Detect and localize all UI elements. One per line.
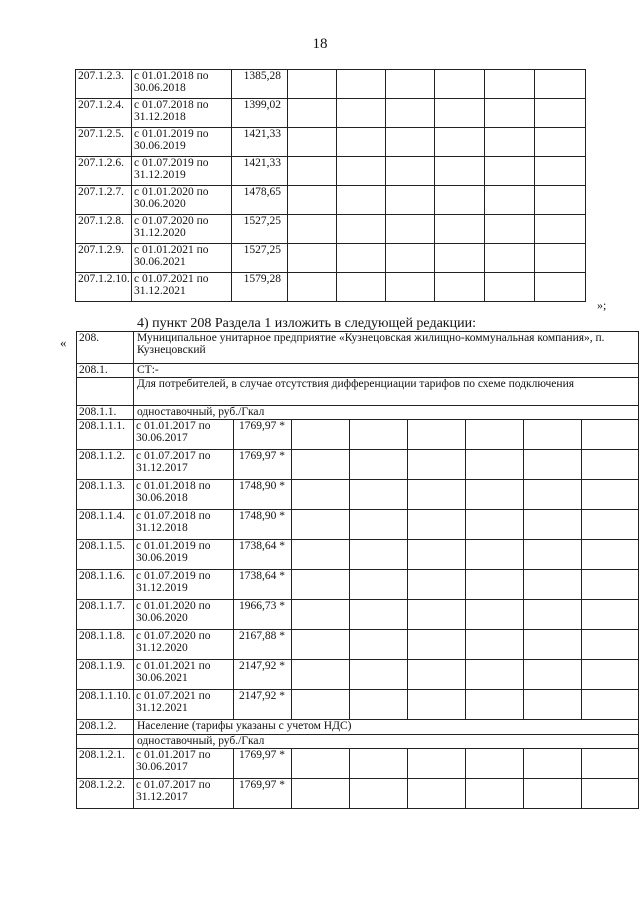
empty-cell <box>524 779 582 809</box>
tariff-value: 1385,28 <box>232 70 288 99</box>
empty-cell <box>386 186 435 215</box>
empty-cell <box>466 420 524 450</box>
empty-cell <box>435 128 485 157</box>
row-code: 208.1.1.3. <box>77 480 134 510</box>
period-end: 31.12.2020 <box>134 227 186 239</box>
empty-cell <box>386 244 435 273</box>
period-cell <box>134 420 234 450</box>
population-label: Население (тарифы указаны с учетом НДС) <box>134 720 639 735</box>
table-row <box>77 480 639 510</box>
empty-cell <box>292 630 350 660</box>
period-end: 30.06.2017 <box>136 761 188 773</box>
period-cell <box>134 779 234 809</box>
empty-cell <box>386 157 435 186</box>
row-code: 208.1.2.2. <box>77 779 134 809</box>
population-row <box>77 720 639 735</box>
period-start: с 01.07.2021 по <box>136 690 211 702</box>
empty-cell <box>535 157 586 186</box>
empty-cell <box>535 128 586 157</box>
period-cell <box>132 128 232 157</box>
empty-cell <box>292 600 350 630</box>
period-end: 30.06.2021 <box>136 672 188 684</box>
period-start: с 01.07.2019 по <box>136 570 211 582</box>
period-end: 30.06.2021 <box>134 256 186 268</box>
empty-cell <box>582 660 639 690</box>
empty-cell <box>337 157 386 186</box>
empty-cell <box>466 510 524 540</box>
period-end: 31.12.2020 <box>136 642 188 654</box>
period-end: 31.12.2021 <box>136 702 188 714</box>
row-code: 208.1.1.5. <box>77 540 134 570</box>
row-code: 207.1.2.6. <box>76 157 132 186</box>
empty-cell <box>350 749 408 779</box>
empty-cell <box>350 630 408 660</box>
tariff-value: 1478,65 <box>232 186 288 215</box>
period-start: с 01.07.2019 по <box>134 157 209 169</box>
row-code: 208. <box>77 332 134 364</box>
empty-cell <box>582 480 639 510</box>
row-code: 208.1.1. <box>77 406 134 420</box>
empty-cell <box>288 273 337 302</box>
st-row <box>77 364 639 378</box>
empty-cell <box>408 779 466 809</box>
tariff-table-208 <box>76 331 639 809</box>
table-row <box>77 690 639 720</box>
period-start: с 01.01.2020 по <box>134 186 209 198</box>
table-row <box>77 630 639 660</box>
period-end: 31.12.2021 <box>134 285 186 297</box>
empty-cell <box>350 480 408 510</box>
period-start: с 01.07.2017 по <box>136 779 211 791</box>
tariff-value: 2167,88 * <box>234 630 292 660</box>
empty-cell <box>582 779 639 809</box>
empty-cell <box>524 630 582 660</box>
period-end: 30.06.2019 <box>136 552 188 564</box>
empty-cell <box>435 186 485 215</box>
empty-cell <box>466 600 524 630</box>
empty-cell <box>337 70 386 99</box>
period-cell <box>132 99 232 128</box>
period-start: с 01.01.2018 по <box>136 480 211 492</box>
row-code: 207.1.2.5. <box>76 128 132 157</box>
tariff-value: 1769,97 * <box>234 749 292 779</box>
tariff-value: 1421,33 <box>232 128 288 157</box>
period-start: с 01.01.2020 по <box>136 600 211 612</box>
period-start: с 01.01.2019 по <box>134 128 209 140</box>
period-end: 30.06.2018 <box>136 492 188 504</box>
empty-cell <box>435 157 485 186</box>
empty-cell <box>408 510 466 540</box>
empty-cell <box>535 215 586 244</box>
empty-cell <box>524 510 582 540</box>
empty-cell <box>337 244 386 273</box>
row-code: 207.1.2.7. <box>76 186 132 215</box>
empty-cell <box>386 128 435 157</box>
table-row <box>77 450 639 480</box>
empty-cell <box>386 70 435 99</box>
period-cell <box>134 450 234 480</box>
tariff-value: 1527,25 <box>232 215 288 244</box>
empty-cell <box>288 157 337 186</box>
period-cell <box>132 273 232 302</box>
empty-cell <box>337 215 386 244</box>
empty-cell <box>535 186 586 215</box>
table-row <box>77 600 639 630</box>
row-code: 208.1.1.2. <box>77 450 134 480</box>
tariff-value: 1966,73 * <box>234 600 292 630</box>
table-row <box>76 157 586 186</box>
period-start: с 01.07.2017 по <box>136 450 211 462</box>
period-start: с 01.01.2017 по <box>136 749 211 761</box>
row-code: 208.1.1.8. <box>77 630 134 660</box>
period-cell <box>132 186 232 215</box>
period-end: 30.06.2017 <box>136 432 188 444</box>
period-start: с 01.07.2018 по <box>136 510 211 522</box>
period-start: с 01.07.2018 по <box>134 99 209 111</box>
tariff-value: 1579,28 <box>232 273 288 302</box>
empty-cell <box>350 570 408 600</box>
period-start: с 01.07.2021 по <box>134 273 209 285</box>
period-start: с 01.01.2021 по <box>136 660 211 672</box>
row-code: 207.1.2.10. <box>76 273 132 302</box>
row-code: 208.1.2. <box>77 720 134 735</box>
empty-cell <box>485 128 535 157</box>
empty-cell <box>435 99 485 128</box>
period-start: с 01.07.2020 по <box>136 630 211 642</box>
empty-cell <box>288 215 337 244</box>
period-end: 30.06.2020 <box>136 612 188 624</box>
empty-cell <box>408 749 466 779</box>
empty-cell <box>582 630 639 660</box>
empty-cell <box>435 244 485 273</box>
empty-cell <box>292 510 350 540</box>
empty-cell <box>582 600 639 630</box>
empty-cell <box>582 690 639 720</box>
period-cell <box>134 690 234 720</box>
empty-cell <box>292 480 350 510</box>
empty-cell <box>408 420 466 450</box>
row-code: 207.1.2.9. <box>76 244 132 273</box>
empty-cell <box>485 244 535 273</box>
empty-cell <box>582 450 639 480</box>
row-code: 208.1.1.10. <box>77 690 134 720</box>
empty-cell <box>485 157 535 186</box>
period-cell <box>134 630 234 660</box>
row-code: 208.1.1.7. <box>77 600 134 630</box>
tariff-table-207 <box>75 69 586 302</box>
empty-cell <box>466 450 524 480</box>
empty-cell <box>524 570 582 600</box>
empty-cell <box>288 186 337 215</box>
empty-cell <box>386 215 435 244</box>
period-cell <box>134 660 234 690</box>
empty-cell <box>386 99 435 128</box>
tariff-value: 1738,64 * <box>234 540 292 570</box>
empty-cell <box>582 749 639 779</box>
table-row <box>76 273 586 302</box>
empty-cell <box>408 690 466 720</box>
empty-cell <box>466 749 524 779</box>
period-end: 30.06.2018 <box>134 82 186 94</box>
onepart-row-2 <box>77 735 639 749</box>
empty-cell <box>288 99 337 128</box>
closing-quote-semicolon: »; <box>597 298 607 312</box>
table-row <box>76 70 586 99</box>
onepart-label: одноставочный, руб./Гкал <box>134 406 639 420</box>
row-code: 207.1.2.8. <box>76 215 132 244</box>
empty-cell <box>582 570 639 600</box>
org-row <box>77 332 639 364</box>
table-row <box>77 420 639 450</box>
empty-cell <box>435 215 485 244</box>
empty-cell <box>485 70 535 99</box>
empty-cell <box>408 630 466 660</box>
period-cell <box>134 749 234 779</box>
empty-cell <box>535 99 586 128</box>
empty-cell <box>350 600 408 630</box>
table-row <box>77 510 639 540</box>
st-label: СТ:- <box>134 364 639 378</box>
empty-cell <box>466 690 524 720</box>
empty-cell <box>466 779 524 809</box>
empty-cell <box>524 420 582 450</box>
empty-cell <box>292 420 350 450</box>
table-row <box>76 128 586 157</box>
table-row <box>76 215 586 244</box>
empty-cell <box>292 690 350 720</box>
period-start: с 01.01.2018 по <box>134 70 209 82</box>
onepart-row <box>77 406 639 420</box>
empty-cell <box>337 128 386 157</box>
empty-cell <box>292 660 350 690</box>
period-end: 31.12.2017 <box>136 462 188 474</box>
empty-cell <box>466 660 524 690</box>
tariff-value: 1769,97 * <box>234 420 292 450</box>
empty-cell <box>435 70 485 99</box>
period-cell <box>132 157 232 186</box>
row-code: 207.1.2.3. <box>76 70 132 99</box>
tariff-value: 2147,92 * <box>234 690 292 720</box>
period-end: 31.12.2017 <box>136 791 188 803</box>
onepart-label-2: одноставочный, руб./Гкал <box>134 735 639 749</box>
empty-cell <box>408 540 466 570</box>
period-end: 30.06.2019 <box>134 140 186 152</box>
tariff-value: 2147,92 * <box>234 660 292 690</box>
empty-cell <box>524 480 582 510</box>
table-row <box>77 660 639 690</box>
empty-cell <box>466 540 524 570</box>
empty-cell <box>350 660 408 690</box>
page-number: 18 <box>312 36 328 52</box>
empty-cell <box>292 749 350 779</box>
empty-cell <box>524 540 582 570</box>
empty-cell <box>292 540 350 570</box>
empty-cell <box>524 600 582 630</box>
tariff-value: 1399,02 <box>232 99 288 128</box>
empty-cell <box>524 660 582 690</box>
consumers-row <box>77 378 639 406</box>
table-row <box>77 749 639 779</box>
empty-cell <box>535 244 586 273</box>
empty-cell <box>524 749 582 779</box>
table-row <box>77 570 639 600</box>
empty-cell <box>466 570 524 600</box>
empty-cell <box>485 215 535 244</box>
row-code: 208.1.1.9. <box>77 660 134 690</box>
empty-cell <box>337 186 386 215</box>
empty-cell <box>582 540 639 570</box>
period-cell <box>134 480 234 510</box>
row-code: 208.1.1.6. <box>77 570 134 600</box>
empty-cell <box>350 450 408 480</box>
empty-cell <box>288 70 337 99</box>
empty-cell <box>485 99 535 128</box>
period-cell <box>134 540 234 570</box>
period-end: 30.06.2020 <box>134 198 186 210</box>
empty-cell <box>582 420 639 450</box>
empty-cell <box>350 420 408 450</box>
empty-cell <box>485 186 535 215</box>
tariff-value: 1748,90 * <box>234 510 292 540</box>
empty-cell <box>288 128 337 157</box>
row-code: 208.1.2.1. <box>77 749 134 779</box>
opening-quote: « <box>60 335 67 350</box>
empty-cell <box>408 570 466 600</box>
empty-cell <box>435 273 485 302</box>
empty-cell <box>408 480 466 510</box>
tariff-value: 1769,97 * <box>234 450 292 480</box>
empty-cell <box>582 510 639 540</box>
period-end: 31.12.2018 <box>136 522 188 534</box>
empty-cell <box>466 630 524 660</box>
period-start: с 01.01.2017 по <box>136 420 211 432</box>
table-row <box>77 779 639 809</box>
period-cell <box>134 570 234 600</box>
empty-cell <box>466 480 524 510</box>
empty-cell <box>350 540 408 570</box>
period-cell <box>132 70 232 99</box>
amendment-heading: 4) пункт 208 Раздела 1 изложить в следующей редакции: <box>137 316 476 331</box>
empty-cell <box>350 779 408 809</box>
row-code: 208.1.1.4. <box>77 510 134 540</box>
empty-cell <box>524 690 582 720</box>
empty-cell <box>408 600 466 630</box>
consumers-label: Для потребителей, в случае отсутствия дифференциации тарифов по схеме подключения <box>134 378 639 406</box>
empty-cell <box>292 570 350 600</box>
empty-cell <box>292 450 350 480</box>
period-start: с 01.01.2021 по <box>134 244 209 256</box>
period-end: 31.12.2019 <box>134 169 186 181</box>
row-code: 208.1.1.1. <box>77 420 134 450</box>
table-row <box>76 244 586 273</box>
period-end: 31.12.2019 <box>136 582 188 594</box>
empty-cell <box>292 779 350 809</box>
empty-cell <box>337 99 386 128</box>
period-cell <box>134 510 234 540</box>
period-start: с 01.01.2019 по <box>136 540 211 552</box>
empty-cell <box>535 70 586 99</box>
period-cell <box>134 600 234 630</box>
empty-cell <box>535 273 586 302</box>
table-row <box>77 540 639 570</box>
empty-cell <box>485 273 535 302</box>
tariff-value: 1769,97 * <box>234 779 292 809</box>
empty-cell <box>350 510 408 540</box>
empty-cell <box>408 660 466 690</box>
row-code: 208.1. <box>77 364 134 378</box>
row-code: 207.1.2.4. <box>76 99 132 128</box>
tariff-value: 1421,33 <box>232 157 288 186</box>
tariff-value: 1738,64 * <box>234 570 292 600</box>
empty-cell <box>350 690 408 720</box>
period-cell <box>132 215 232 244</box>
table-row <box>76 186 586 215</box>
period-end: 31.12.2018 <box>134 111 186 123</box>
period-start: с 01.07.2020 по <box>134 215 209 227</box>
empty-cell <box>408 450 466 480</box>
empty-cell <box>524 450 582 480</box>
org-name: Муниципальное унитарное предприятие «Кузнецовская жилищно-коммунальная компания», п. Кузнецовский <box>134 332 639 364</box>
tariff-value: 1748,90 * <box>234 480 292 510</box>
empty-cell <box>288 244 337 273</box>
table-row <box>76 99 586 128</box>
period-cell <box>132 244 232 273</box>
tariff-value: 1527,25 <box>232 244 288 273</box>
empty-cell <box>337 273 386 302</box>
empty-cell <box>386 273 435 302</box>
